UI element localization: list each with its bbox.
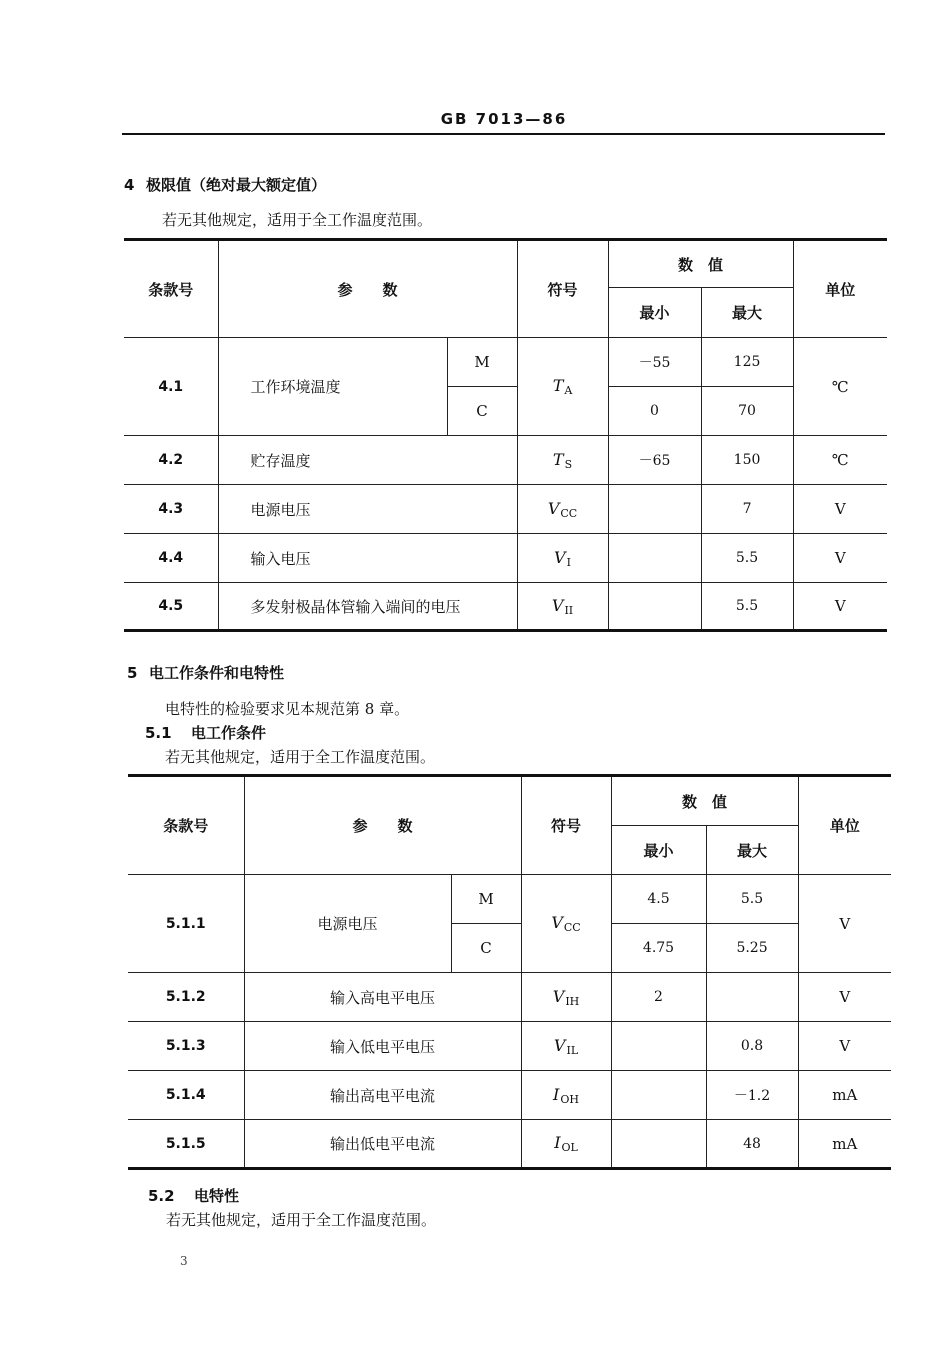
section-5-note: 电特性的检验要求见本规范第 8 章。: [165, 700, 410, 718]
row-max: 5.5: [701, 583, 793, 631]
symbol-letter: T: [552, 376, 564, 395]
row-min: [608, 583, 701, 631]
row-unit: ℃: [793, 338, 887, 436]
row-unit: mA: [798, 1071, 891, 1120]
standard-number-header: GB 7013—86: [440, 110, 568, 128]
section-5-heading: [127, 662, 284, 683]
section-5-title: 电工作条件和电特性: [149, 664, 285, 682]
table-row: [128, 1120, 891, 1169]
header-value: 数 值: [608, 240, 793, 288]
row-max: 5.5: [706, 875, 798, 924]
row-max: [706, 973, 798, 1022]
header-parameter: 参 数: [218, 240, 517, 338]
subsection-5-2-note: 若无其他规定，适用于全工作温度范围。: [166, 1211, 437, 1229]
row-clause: 5.1.5: [128, 1120, 244, 1169]
row-max: 125: [701, 338, 793, 387]
row-min: [611, 1022, 706, 1071]
header-unit: 单位: [793, 240, 887, 338]
row-grade: C: [447, 387, 517, 436]
row-unit: V: [798, 973, 891, 1022]
subsection-5-1-note: 若无其他规定，适用于全工作温度范围。: [165, 748, 436, 766]
row-clause: 5.1.3: [128, 1022, 244, 1071]
operating-conditions-table: [128, 774, 891, 1170]
symbol-subscript: S: [564, 457, 573, 471]
row-clause: 4.2: [124, 436, 218, 485]
row-unit: mA: [798, 1120, 891, 1169]
row-clause: 4.1: [124, 338, 218, 436]
row-parameter: 工作环境温度: [218, 338, 447, 436]
symbol-letter: V: [551, 913, 563, 932]
row-min: [608, 534, 701, 583]
row-clause: 5.1.1: [128, 875, 244, 973]
symbol-subscript: IL: [566, 1043, 579, 1057]
symbol-subscript: I: [566, 555, 571, 569]
row-min: [611, 1120, 706, 1169]
symbol-letter: I: [554, 1133, 561, 1152]
symbol-subscript: OH: [560, 1092, 579, 1106]
row-grade: C: [451, 924, 521, 973]
row-parameter: 输出高电平电流: [244, 1071, 521, 1120]
symbol-subscript: OL: [561, 1141, 578, 1154]
symbol-subscript: CC: [563, 921, 581, 934]
row-symbol: [521, 1022, 611, 1071]
limits-table: [124, 238, 887, 632]
symbol-letter: V: [554, 547, 566, 567]
row-clause: 5.1.2: [128, 973, 244, 1022]
table-row: [128, 1022, 891, 1071]
header-min: 最小: [608, 288, 701, 338]
row-symbol: [521, 973, 611, 1022]
header-rule: [122, 133, 885, 135]
symbol-subscript: II: [564, 603, 574, 617]
symbol-letter: V: [553, 1035, 566, 1055]
symbol-subscript: CC: [560, 506, 578, 520]
table-row: [124, 436, 887, 485]
symbol-letter: T: [552, 449, 564, 469]
row-parameter: 输出低电平电流: [244, 1120, 521, 1169]
row-grade: M: [447, 338, 517, 387]
row-unit: V: [793, 583, 887, 631]
subsection-5-2-title: 电特性: [194, 1187, 240, 1205]
row-unit: V: [798, 875, 891, 973]
table-row: [128, 875, 891, 924]
symbol-letter: V: [547, 498, 560, 518]
row-parameter: 贮存温度: [218, 436, 517, 485]
row-min: 4.5: [611, 875, 706, 924]
table-row: [124, 338, 887, 387]
row-symbol: [521, 875, 611, 973]
row-max: 70: [701, 387, 793, 436]
row-unit: ℃: [793, 436, 887, 485]
header-clause: 条款号: [128, 776, 244, 875]
row-min: 4.75: [611, 924, 706, 973]
header-symbol: 符号: [521, 776, 611, 875]
row-clause: 5.1.4: [128, 1071, 244, 1120]
row-max: 7: [701, 485, 793, 534]
row-parameter: 多发射极晶体管输入端间的电压: [218, 583, 517, 631]
subsection-5-1-title: 电工作条件: [191, 724, 267, 742]
symbol-subscript: IH: [565, 994, 580, 1008]
row-clause: 4.5: [124, 583, 218, 631]
row-symbol: [521, 1120, 611, 1169]
section-4-note: 若无其他规定，适用于全工作温度范围。: [162, 211, 433, 229]
row-unit: V: [793, 485, 887, 534]
header-clause: 条款号: [124, 240, 218, 338]
section-4-number: 4: [124, 176, 135, 194]
row-min: －65: [608, 436, 701, 485]
subsection-5-1-number: 5.1: [145, 724, 172, 742]
header-max: 最大: [706, 826, 798, 875]
row-parameter: 输入低电平电压: [244, 1022, 521, 1071]
subsection-5-1-heading: [145, 722, 266, 743]
subsection-5-2-number: 5.2: [148, 1187, 175, 1205]
header-unit: 单位: [798, 776, 891, 875]
row-clause: 4.4: [124, 534, 218, 583]
symbol-subscript: A: [564, 384, 573, 397]
row-min: 2: [611, 973, 706, 1022]
row-parameter: 电源电压: [244, 875, 451, 973]
header-parameter: 参 数: [244, 776, 521, 875]
row-grade: M: [451, 875, 521, 924]
header-symbol: 符号: [517, 240, 608, 338]
row-min: [608, 485, 701, 534]
symbol-letter: V: [552, 986, 565, 1006]
table-row: [128, 1071, 891, 1120]
row-unit: V: [798, 1022, 891, 1071]
row-max: 5.5: [701, 534, 793, 583]
row-symbol: [517, 338, 608, 436]
row-symbol: [517, 534, 608, 583]
section-4-title: 极限值（绝对最大额定值）: [146, 176, 327, 194]
row-symbol: [521, 1071, 611, 1120]
row-min: 0: [608, 387, 701, 436]
symbol-letter: V: [551, 595, 564, 615]
header-value: 数 值: [611, 776, 798, 826]
subsection-5-2-heading: [148, 1185, 239, 1206]
section-5-number: 5: [127, 664, 138, 682]
table-row: [124, 583, 887, 631]
row-unit: V: [793, 534, 887, 583]
row-clause: 4.3: [124, 485, 218, 534]
header-min: 最小: [611, 826, 706, 875]
symbol-letter: I: [553, 1084, 560, 1104]
page-number: 3: [180, 1254, 188, 1268]
header-max: 最大: [701, 288, 793, 338]
row-parameter: 电源电压: [218, 485, 517, 534]
row-symbol: [517, 436, 608, 485]
row-parameter: 输入高电平电压: [244, 973, 521, 1022]
row-max: 0.8: [706, 1022, 798, 1071]
table-row: [124, 534, 887, 583]
row-min: －55: [608, 338, 701, 387]
row-max: －1.2: [706, 1071, 798, 1120]
row-max: 48: [706, 1120, 798, 1169]
table-row: [124, 485, 887, 534]
row-symbol: [517, 583, 608, 631]
section-4-heading: [124, 174, 326, 195]
row-min: [611, 1071, 706, 1120]
row-parameter: 输入电压: [218, 534, 517, 583]
row-symbol: [517, 485, 608, 534]
row-max: 150: [701, 436, 793, 485]
row-max: 5.25: [706, 924, 798, 973]
table-row: [128, 973, 891, 1022]
